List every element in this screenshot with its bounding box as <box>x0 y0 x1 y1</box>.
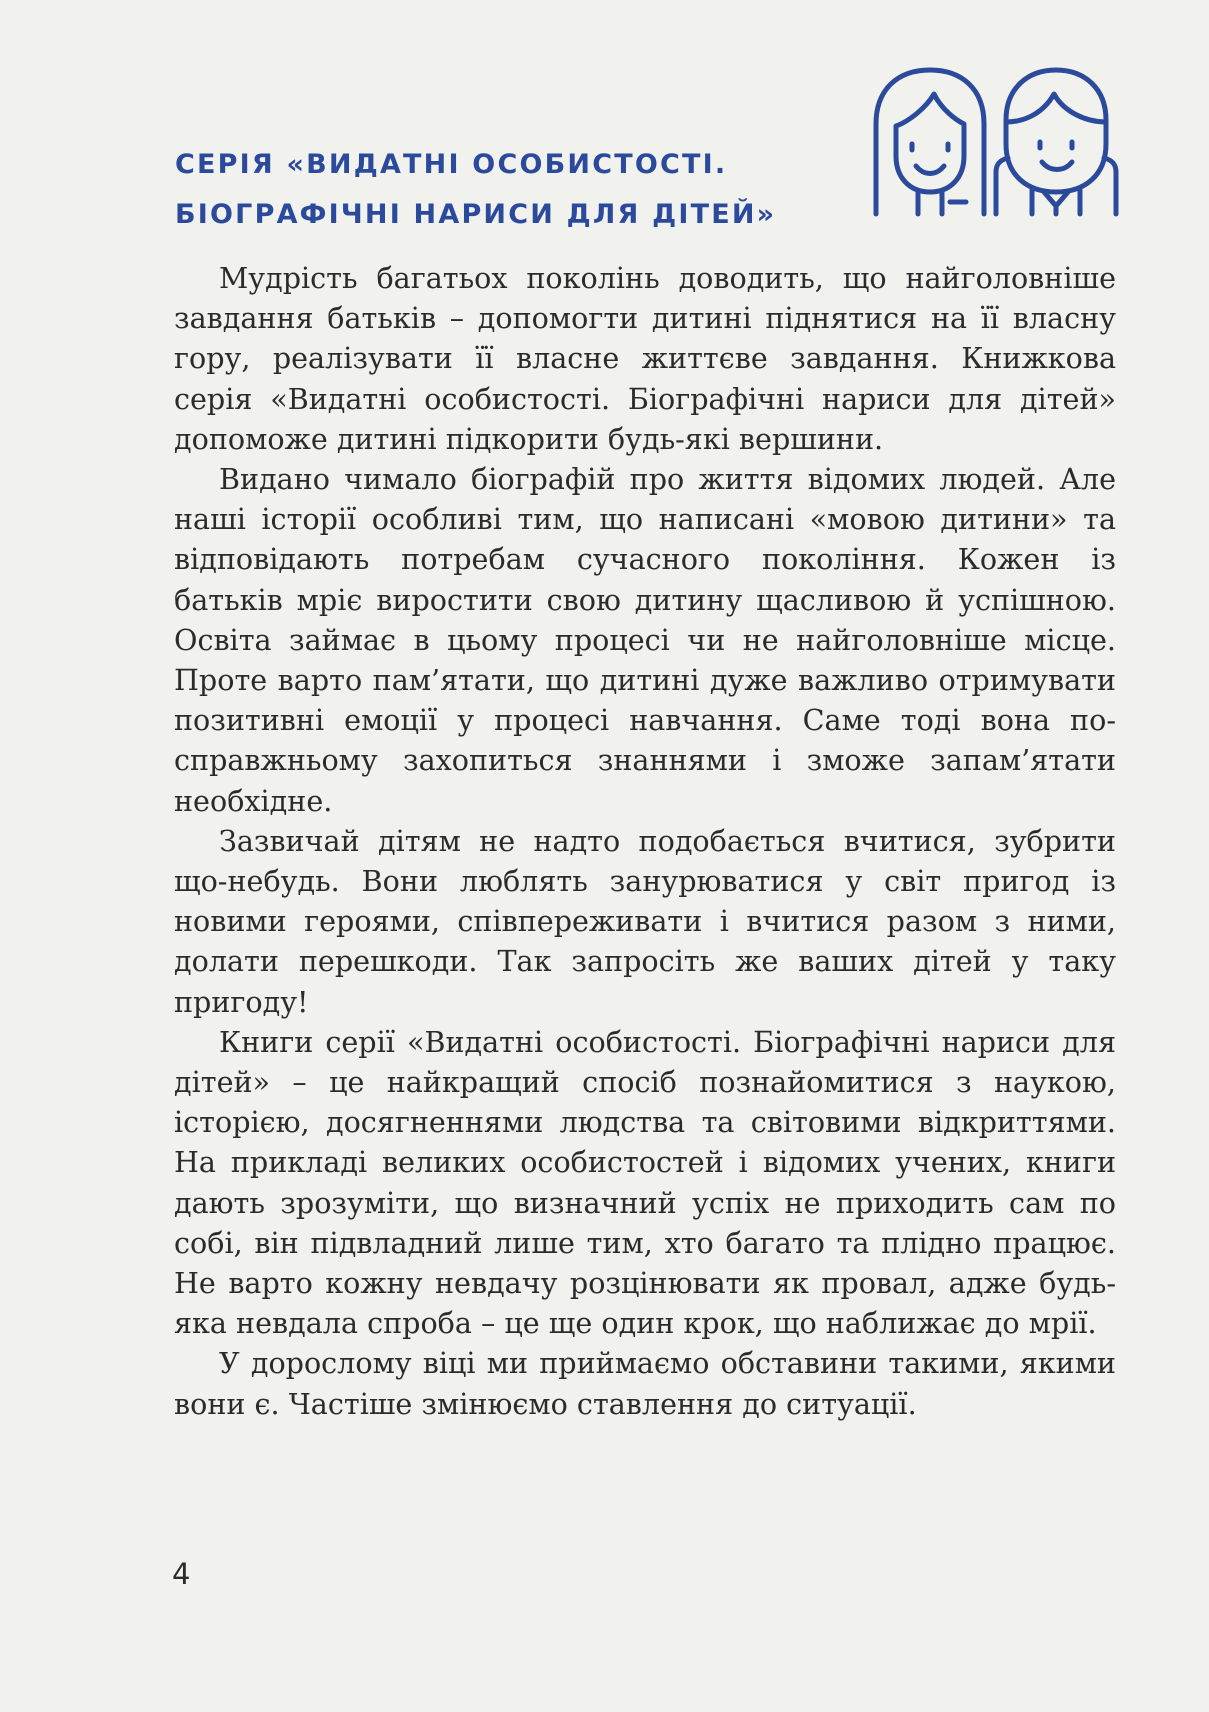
boy-icon <box>996 70 1116 214</box>
paragraph: Видано чимало біографій про життя відомих людей. Але наші історії особливі тим, що написані «мовою дитини» та відповідають потребам сучасного покоління. Кожен із батьків мріє виростити свою дитину щасливою й успішною. Освіта займає в цьому процесі чи не найголовніше місце. Проте варто пам’ятати, що дитині дуже важливо отримувати позитивні емоції у процесі навчання. Саме тоді вона по-справжньому захопиться знаннями і зможе запам’ятати необхідне. <box>174 462 1116 818</box>
body-text <box>174 258 1116 1424</box>
paragraph: Мудрість багатьох поколінь доводить, що найголовніше завдання батьків – допомогти дитині піднятися на її власну гору, реалізувати її власне життєве завдання. Книжкова серія «Видатні особистості. Біографічні нариси для дітей» допоможе дитині підкорити будь-які вершини. <box>174 261 1116 456</box>
series-title-line-1: СЕРІЯ «ВИДАТНІ ОСОБИСТОСТІ. <box>175 149 728 180</box>
paragraph: Зазвичай дітям не надто подобається вчитися, зубрити що-небудь. Вони люблять занурюватися у світ пригод із новими героями, співпереживати і вчитися разом з ними, долати перешкоди. Так запросіть же ваших дітей у таку пригоду! <box>174 823 1116 1019</box>
paragraph: Книги серії «Видатні особистості. Біографічні нариси для дітей» – це найкращий спосіб познайомитися з наукою, історією, досягненнями людства та світовими відкриттями. На прикладі великих особистостей і відомих учених, книги дають зрозуміти, що визначний успіх не приходить сам по собі, він підвладний лише тим, хто багато та плідно працює. Не варто кожну невдачу розцінювати як провал, адже будь-яка невдала спроба – це ще один крок, що наближає до мрії. <box>174 1024 1116 1341</box>
page-number: 4 <box>172 1557 191 1591</box>
series-header <box>175 140 875 240</box>
girl-icon <box>876 70 984 214</box>
series-title-line-2: БІОГРАФІЧНІ НАРИСИ ДЛЯ ДІТЕЙ» <box>175 199 777 230</box>
girl-and-boy-icon <box>868 64 1122 220</box>
paragraph: У дорослому віці ми приймаємо обставини такими, якими вони є. Частіше змінюємо ставлення до ситуації. <box>174 1346 1116 1421</box>
